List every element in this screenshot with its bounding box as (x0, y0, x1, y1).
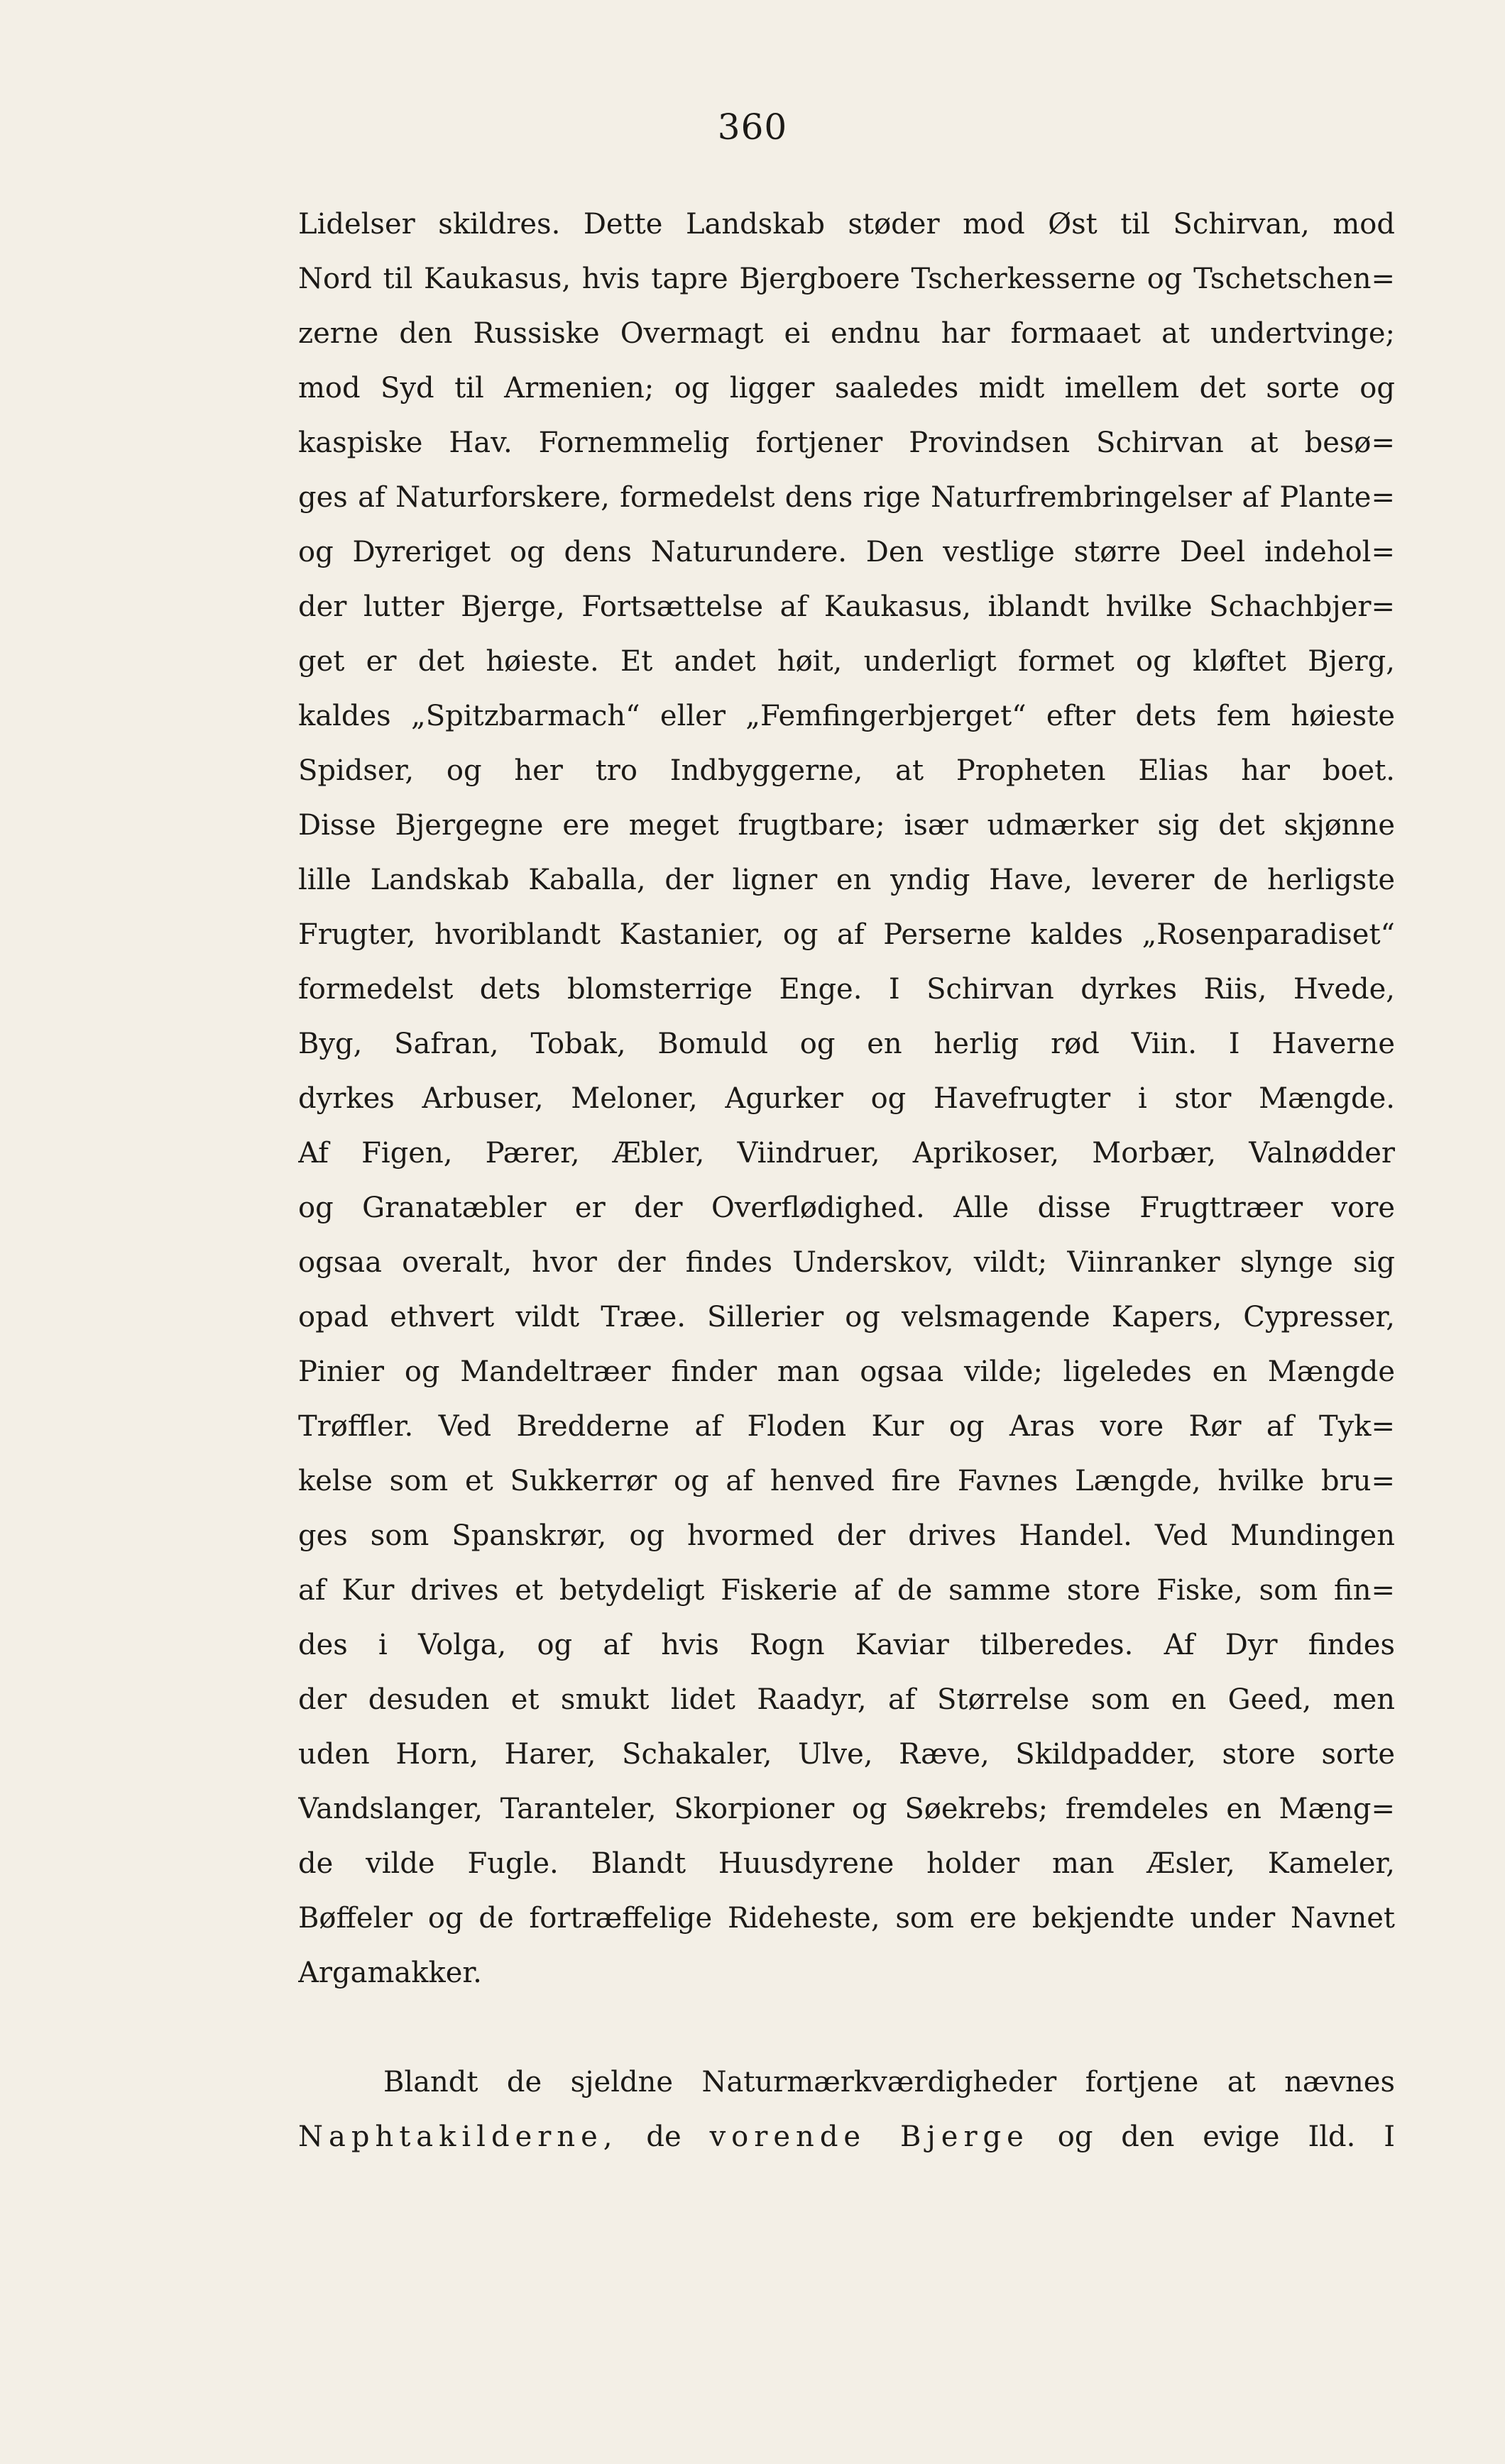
text-line: des i Volga, og af hvis Rogn Kaviar tilberedes. Af Dyr findes (298, 1629, 1395, 1661)
text-line: Frugter, hvoriblandt Kastanier, og af Perserne kaldes „Rosenparadiset“ (298, 918, 1395, 951)
text-line: Byg, Safran, Tobak, Bomuld og en herlig rød Viin. I Haverne (298, 1028, 1395, 1060)
text-line: der lutter Bjerge, Fortsættelse af Kaukasus, iblandt hvilke Schachbjer= (298, 590, 1395, 623)
text-line: kelse som et Sukkerrør og af henved fire Favnes Længde, hvilke bru= (298, 1465, 1395, 1497)
text-line: ges af Naturforskere, formedelst dens rige Naturfrembringelser af Plante= (298, 481, 1395, 514)
text-line: dyrkes Arbuser, Meloner, Agurker og Havefrugter i stor Mængde. (298, 1082, 1395, 1115)
text-line: Nord til Kaukasus, hvis tapre Bjergboere Tscherkesserne og Tschetschen= (298, 263, 1395, 295)
text-line: Disse Bjergegne ere meget frugtbare; især udmærker sig det skjønne (298, 809, 1395, 842)
text-line: lille Landskab Kaballa, der ligner en yndig Have, leverer de herligste (298, 864, 1395, 896)
page-number: 360 (717, 106, 788, 148)
text-line: Vandslanger, Taranteler, Skorpioner og Søekrebs; fremdeles en Mæng= (298, 1793, 1395, 1825)
text-line: Blandt de sjeldne Naturmærkværdigheder fortjene at nævnes (383, 2066, 1395, 2099)
spaced-term: vorende Bjerge (709, 2121, 1029, 2153)
spaced-term: Naphtakilderne, (298, 2121, 618, 2153)
text-line: og Granatæbler er der Overflødighed. Alle disse Frugttræer vore (298, 1192, 1395, 1224)
text-line: Bøffeler og de fortræffelige Rideheste, som ere bekjendte under Navnet (298, 1902, 1395, 1935)
paragraph-gap (298, 2001, 1395, 2055)
text-line: get er det høieste. Et andet høit, underligt formet og kløftet Bjerg, (298, 645, 1395, 678)
text-line: formedelst dets blomsterrige Enge. I Schirvan dyrkes Riis, Hvede, (298, 973, 1395, 1006)
text-line: og Dyreriget og dens Naturundere. Den vestlige større Deel indehol= (298, 536, 1395, 568)
paragraph-1 (298, 197, 1395, 2001)
text-line: ogsaa overalt, hvor der findes Underskov, vildt; Viinranker slynge sig (298, 1246, 1395, 1279)
text-span: de (646, 2121, 682, 2153)
text-line (298, 2110, 1395, 2165)
text-line: mod Syd til Armenien; og ligger saaledes midt imellem det sorte og (298, 372, 1395, 405)
text-line: zerne den Russiske Overmagt ei endnu har formaaet at undertvinge; (298, 317, 1395, 350)
text-line: af Kur drives et betydeligt Fiskerie af de samme store Fiske, som fin= (298, 1574, 1395, 1607)
text-line: der desuden et smukt lidet Raadyr, af Størrelse som en Geed, men (298, 1683, 1395, 1716)
text-line: Argamakker. (298, 1957, 482, 1989)
text-line: Lidelser skildres. Dette Landskab støder mod Øst til Schirvan, mod (298, 208, 1395, 241)
body-text (298, 197, 1395, 2165)
text-line: opad ethvert vildt Træe. Sillerier og velsmagende Kapers, Cypresser, (298, 1301, 1395, 1333)
text-line: ges som Spanskrør, og hvormed der drives Handel. Ved Mundingen (298, 1519, 1395, 1552)
text-line: kaspiske Hav. Fornemmelig fortjener Provindsen Schirvan at besø= (298, 427, 1395, 459)
paragraph-2 (298, 2055, 1395, 2165)
text-line: Trøffler. Ved Bredderne af Floden Kur og Aras vore Rør af Tyk= (298, 1410, 1395, 1443)
text-line: Pinier og Mandeltræer finder man ogsaa vilde; ligeledes en Mængde (298, 1355, 1395, 1388)
text-line: kaldes „Spitzbarmach“ eller „Femfingerbjerget“ efter dets fem høieste (298, 700, 1395, 732)
text-line: uden Horn, Harer, Schakaler, Ulve, Ræve, Skildpadder, store sorte (298, 1738, 1395, 1771)
text-span: og den evige Ild. I (1057, 2121, 1395, 2153)
text-line: Spidser, og her tro Indbyggerne, at Propheten Elias har boet. (298, 754, 1395, 787)
text-line: de vilde Fugle. Blandt Huusdyrene holder man Æsler, Kameler, (298, 1847, 1395, 1880)
text-line: Af Figen, Pærer, Æbler, Viindruer, Aprikoser, Morbær, Valnødder (298, 1137, 1395, 1170)
